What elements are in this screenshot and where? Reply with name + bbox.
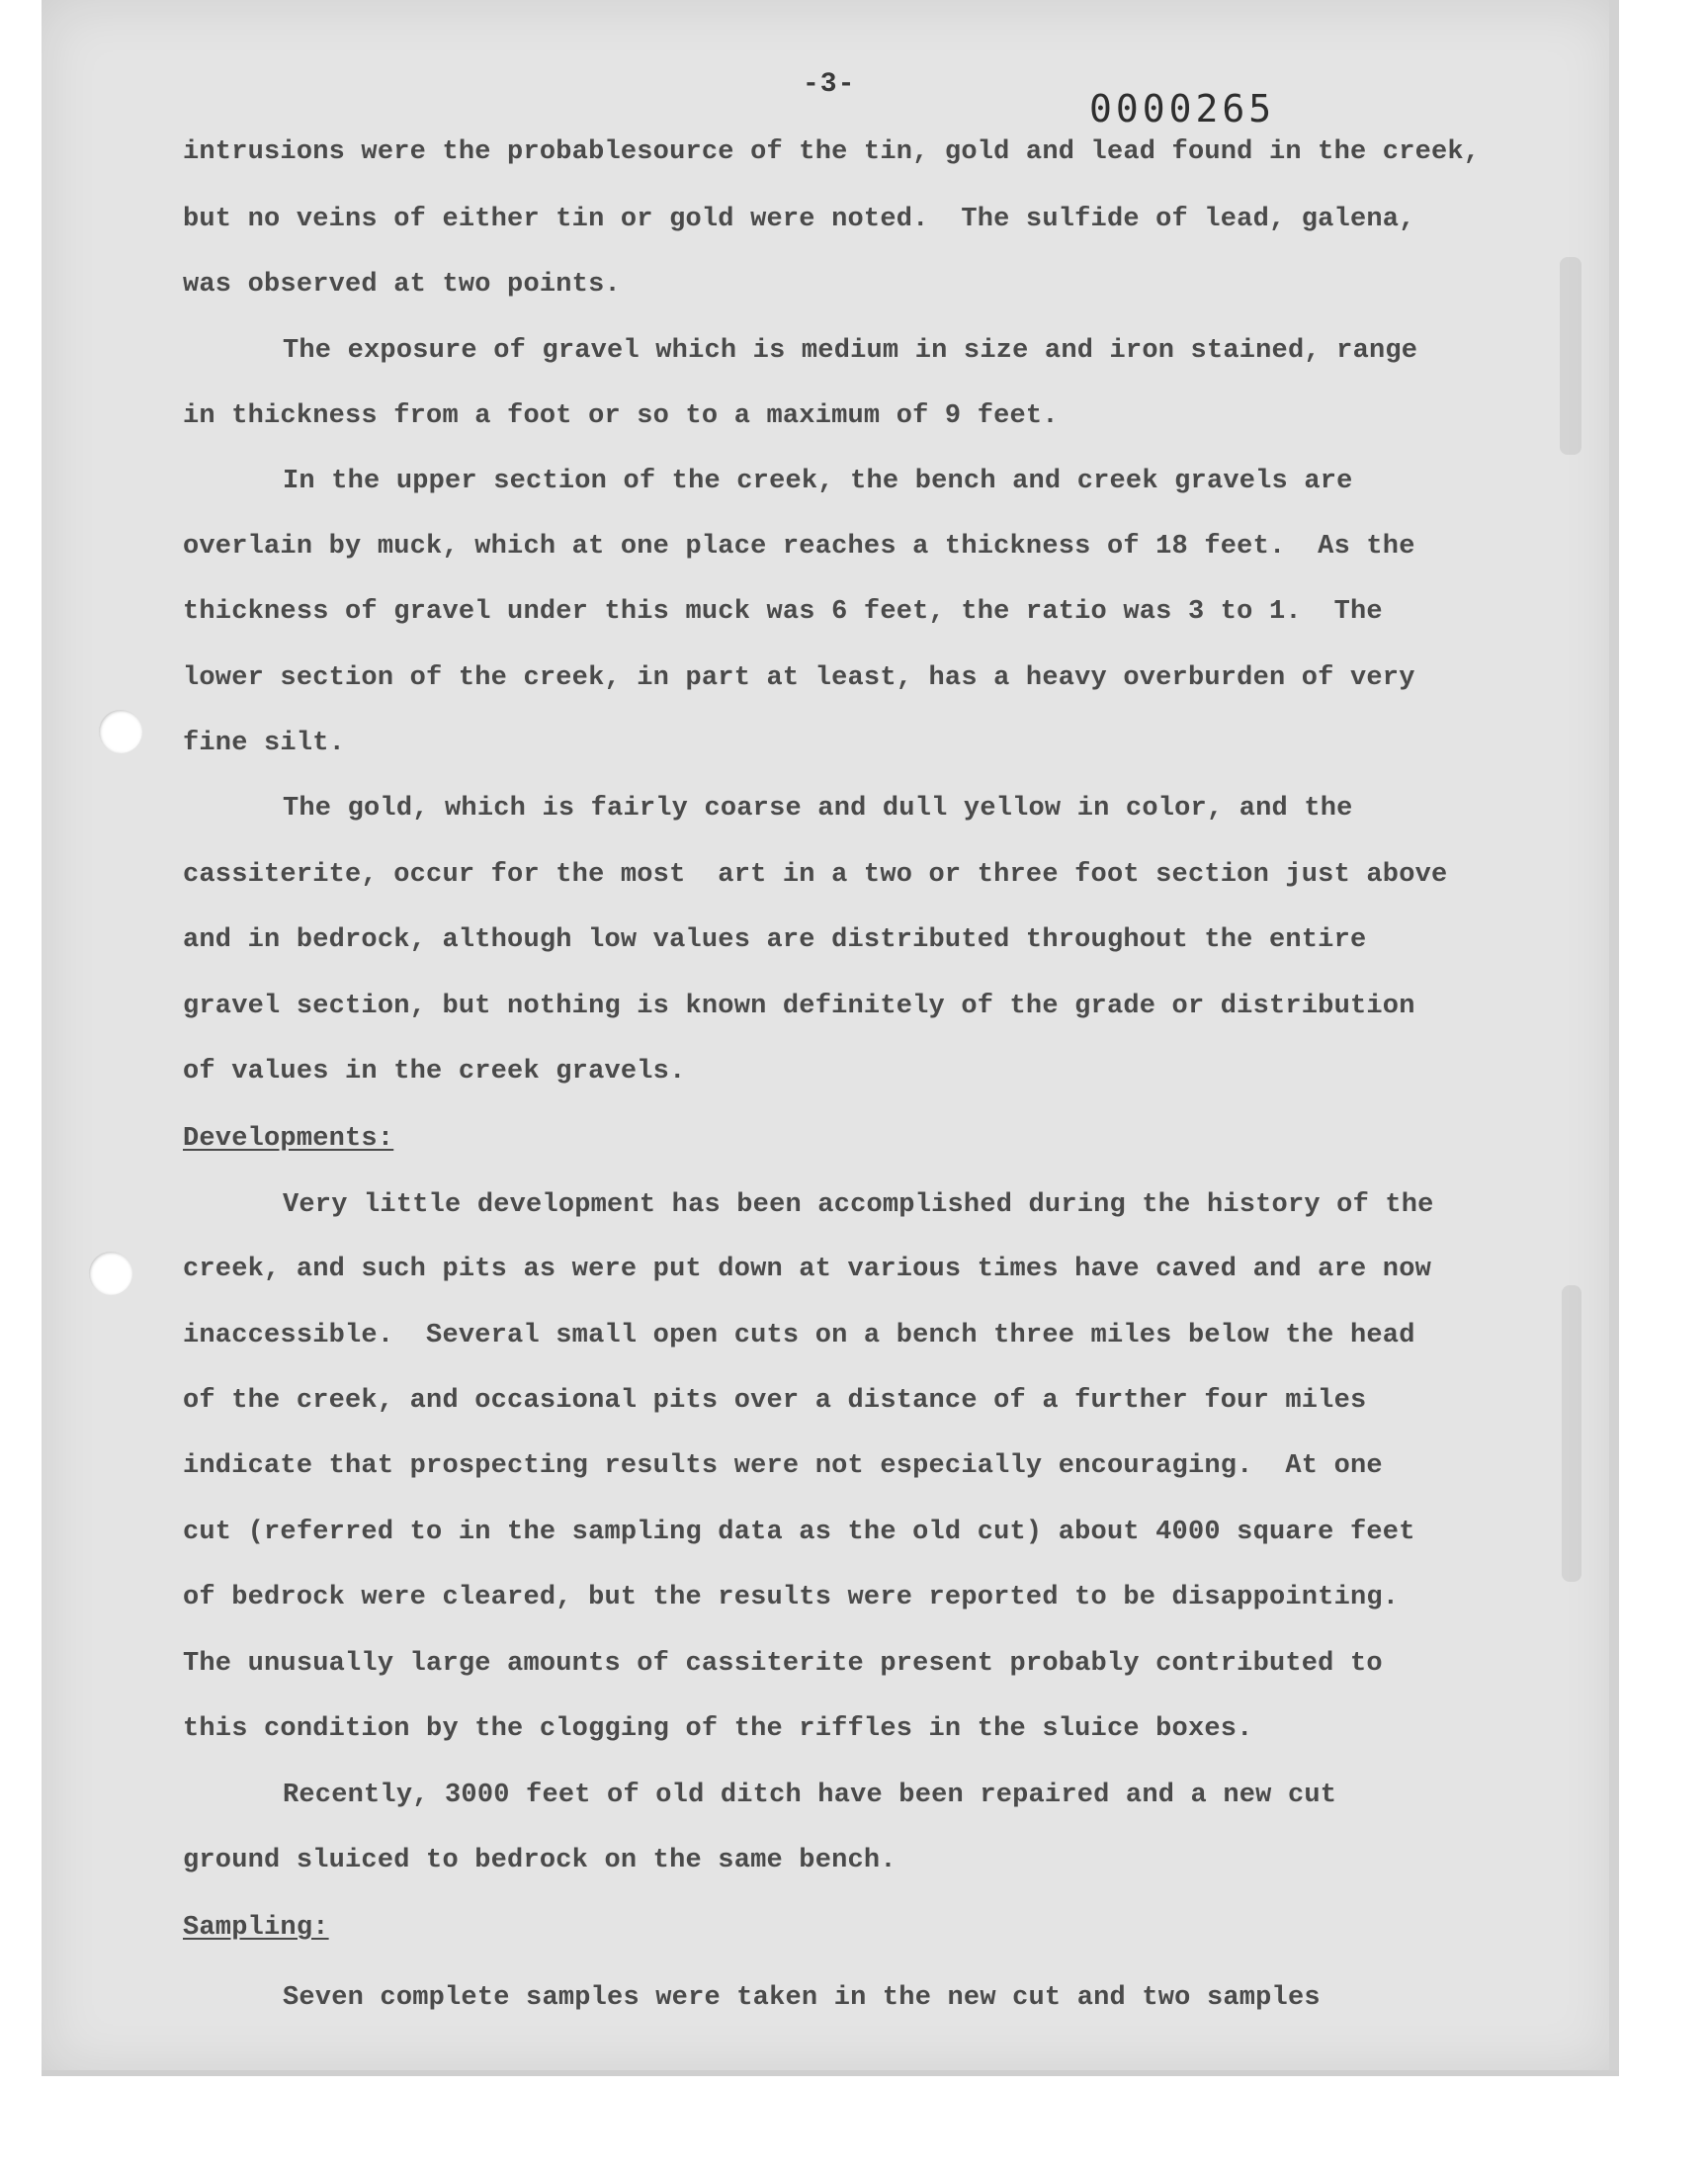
text-line: Very little development has been accomplished during the history of the: [283, 1190, 1434, 1220]
scan-smudge: [1562, 1285, 1581, 1582]
text-line: inaccessible. Several small open cuts on a bench three miles below the head: [183, 1321, 1415, 1350]
text-line: of values in the creek gravels.: [183, 1057, 686, 1087]
text-line: thickness of gravel under this muck was 6 feet, the ratio was 3 to 1. The: [183, 597, 1383, 627]
text-line: Recently, 3000 feet of old ditch have been repaired and a new cut: [283, 1781, 1337, 1810]
text-line: intrusions were the probablesource of the tin, gold and lead found in the creek,: [183, 137, 1481, 167]
text-line: In the upper section of the creek, the bench and creek gravels are: [283, 467, 1353, 496]
text-line: ground sluiced to bedrock on the same bench.: [183, 1846, 897, 1875]
section-heading-developments: Developments:: [183, 1124, 394, 1154]
text-line: was observed at two points.: [183, 270, 621, 300]
text-line: lower section of the creek, in part at least, has a heavy overburden of very: [183, 663, 1415, 693]
document-page: [42, 0, 1619, 2076]
page-edge-bottom: [42, 2070, 1619, 2076]
text-line: but no veins of either tin or gold were noted. The sulfide of lead, galena,: [183, 205, 1415, 234]
text-line: fine silt.: [183, 729, 346, 758]
text-line: The unusually large amounts of cassiterite present probably contributed to: [183, 1649, 1383, 1679]
scan-smudge: [1560, 257, 1581, 455]
text-line: The exposure of gravel which is medium in size and iron stained, range: [283, 336, 1418, 366]
text-line: cassiterite, occur for the most art in a two or three foot section just above: [183, 860, 1448, 890]
page-edge-right: [1609, 0, 1619, 2076]
text-line: this condition by the clogging of the riffles in the sluice boxes.: [183, 1714, 1253, 1744]
text-line: overlain by muck, which at one place reaches a thickness of 18 feet. As the: [183, 532, 1415, 562]
text-line: indicate that prospecting results were not especially encouraging. At one: [183, 1451, 1383, 1481]
text-line: creek, and such pits as were put down at various times have caved and are now: [183, 1255, 1432, 1284]
document-code: 0000265: [1089, 87, 1276, 130]
section-heading-sampling: Sampling:: [183, 1913, 329, 1943]
text-line: Seven complete samples were taken in the new cut and two samples: [283, 1983, 1321, 2013]
text-line: of the creek, and occasional pits over a distance of a further four miles: [183, 1386, 1367, 1416]
text-line: The gold, which is fairly coarse and dull yellow in color, and the: [283, 794, 1353, 824]
punch-hole-lower: [89, 1252, 132, 1295]
page-number: -3-: [803, 69, 856, 100]
punch-hole-upper: [99, 710, 142, 753]
text-line: and in bedrock, although low values are distributed throughout the entire: [183, 925, 1367, 955]
text-line: in thickness from a foot or so to a maximum of 9 feet.: [183, 401, 1059, 431]
text-line: of bedrock were cleared, but the results were reported to be disappointing.: [183, 1583, 1400, 1612]
text-line: cut (referred to in the sampling data as the old cut) about 4000 square feet: [183, 1518, 1415, 1547]
text-line: gravel section, but nothing is known definitely of the grade or distribution: [183, 992, 1415, 1021]
